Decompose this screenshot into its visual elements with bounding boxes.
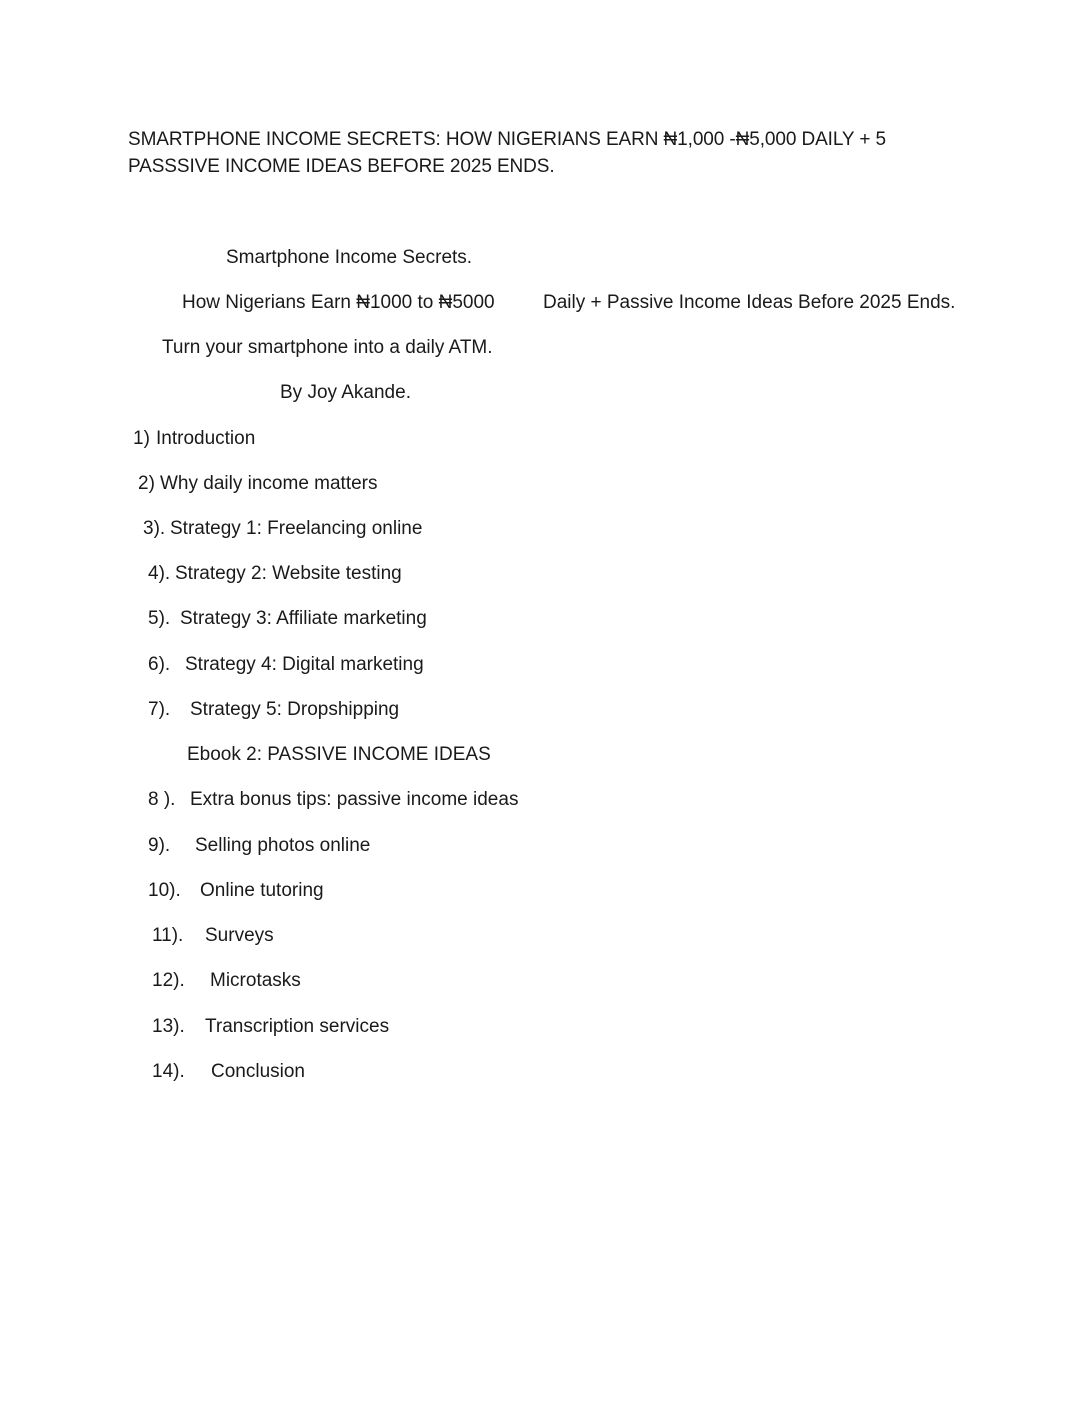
toc-item-text: Transcription services — [205, 1016, 390, 1037]
toc-item-text: Strategy 2: Website testing — [175, 563, 402, 584]
toc-item-text: Conclusion — [211, 1061, 305, 1082]
document-heading-line-1: SMARTPHONE INCOME SECRETS: HOW NIGERIANS EARN ₦1,000 -₦5,000 DAILY + 5 — [128, 129, 886, 150]
toc-item-number: 12). — [152, 970, 185, 991]
toc-item-number: 4). — [148, 563, 171, 584]
toc-item-number: 1) — [133, 428, 150, 449]
toc-item-number: 3). — [143, 518, 166, 539]
toc-section-ebook-2: Ebook 2: PASSIVE INCOME IDEAS — [187, 744, 491, 765]
toc-item-text: Surveys — [205, 925, 274, 946]
toc-item-number: 9). — [148, 835, 171, 856]
document-heading-line-2: PASSSIVE INCOME IDEAS BEFORE 2025 ENDS. — [128, 156, 555, 177]
toc-item-text: Strategy 1: Freelancing online — [170, 518, 423, 539]
toc-item-text: Strategy 4: Digital marketing — [185, 654, 424, 675]
toc-item-number: 13). — [152, 1016, 185, 1037]
toc-item-text: Selling photos online — [195, 835, 371, 856]
toc-item-text: Online tutoring — [200, 880, 324, 901]
toc-item-text: Microtasks — [210, 970, 301, 991]
toc-item-number: 11). — [152, 925, 184, 946]
toc-item-number: 10). — [148, 880, 181, 901]
book-subtitle-left: How Nigerians Earn ₦1000 to ₦5000 — [182, 292, 495, 313]
toc-item-text: Introduction — [156, 428, 256, 449]
book-subtitle-right: Daily + Passive Income Ideas Before 2025 Ends. — [543, 292, 956, 313]
toc-item-number: 5). — [148, 608, 171, 629]
toc-item-number: 7). — [148, 699, 171, 720]
book-author: By Joy Akande. — [280, 382, 411, 403]
toc-item-number: 2) — [138, 473, 155, 494]
toc-item-number: 14). — [152, 1061, 185, 1082]
toc-item-number: 6). — [148, 654, 171, 675]
book-title: Smartphone Income Secrets. — [226, 247, 473, 268]
toc-item-text: Strategy 3: Affiliate marketing — [180, 608, 427, 629]
toc-item-text: Extra bonus tips: passive income ideas — [190, 789, 519, 810]
toc-item-text: Why daily income matters — [160, 473, 378, 494]
toc-item-text: Strategy 5: Dropshipping — [190, 699, 400, 720]
toc-item-number: 8 ). — [148, 789, 176, 810]
book-tagline: Turn your smartphone into a daily ATM. — [162, 337, 493, 358]
